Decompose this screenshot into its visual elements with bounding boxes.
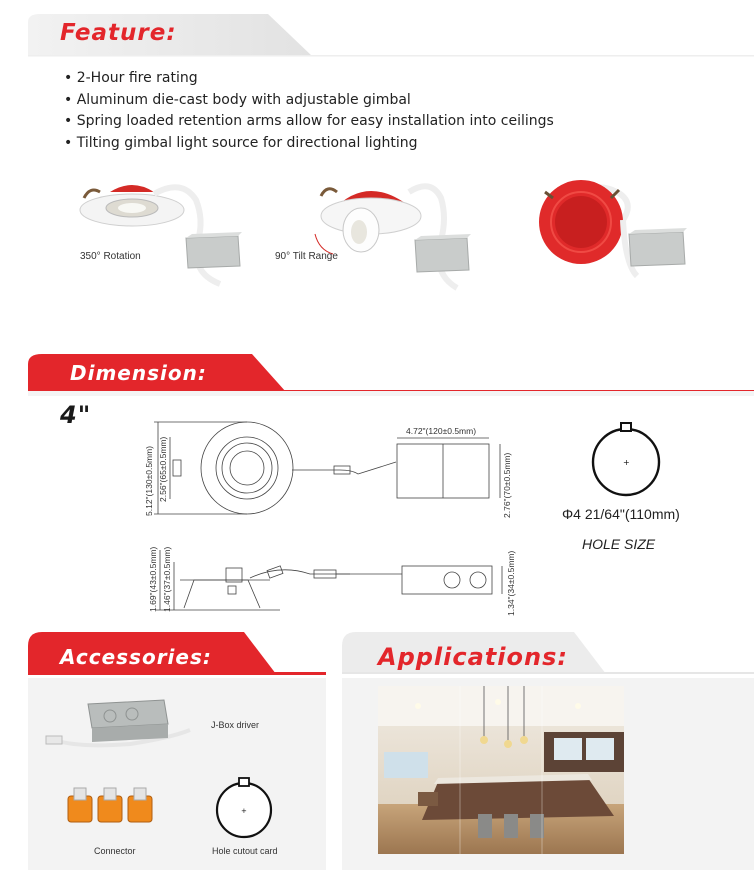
dimension-title: Dimension:: [70, 361, 207, 385]
rotation-caption: 350° Rotation: [80, 251, 141, 262]
hole-card-caption: Hole cutout card: [212, 846, 278, 856]
feature-bullet: • Spring loaded retention arms allow for easy installation into ceilings: [64, 111, 554, 133]
connector-caption: Connector: [94, 846, 136, 856]
hole-size-caption: HOLE SIZE: [582, 536, 656, 552]
svg-text:+: +: [623, 458, 630, 467]
hole-size-value: Φ4 21/64"(110mm): [562, 506, 680, 522]
outer-diameter-label: 5.12"(130±0.5mm): [144, 445, 154, 516]
box-depth-label: 1.34"(34±0.5mm): [506, 550, 516, 616]
feature-bullet: • Aluminum die-cast body with adjustable gimbal: [64, 90, 554, 112]
product-rotation-image: [70, 180, 250, 295]
accessories-title: Accessories:: [60, 645, 212, 669]
side-view-labels: [150, 548, 530, 628]
feature-bullet: • Tilting gimbal light source for directional lighting: [64, 133, 554, 155]
top-view-labels: [130, 420, 530, 540]
box-height-label: 2.76"(70±0.5mm): [502, 452, 512, 518]
size-label: 4": [60, 401, 92, 429]
jbox-driver-image: [40, 696, 210, 754]
hole-size-diagram: [588, 420, 668, 502]
body-height-label: 1.46"(37±0.5mm): [162, 546, 172, 612]
hole-cutout-card-image: [208, 772, 280, 844]
product-back-image: [525, 172, 695, 294]
applications-title: Applications:: [378, 643, 568, 671]
connector-image: [64, 786, 160, 828]
feature-bullet: • 2-Hour fire rating: [64, 68, 554, 90]
jbox-driver-caption: J-Box driver: [211, 720, 260, 730]
inner-diameter-label: 2.56"(65±0.5mm): [158, 436, 168, 502]
kitchen-application-photo: [378, 686, 624, 854]
feature-title: Feature:: [60, 20, 177, 46]
svg-text:+: +: [241, 807, 247, 815]
feature-bullet-list: [64, 68, 554, 154]
box-length-label: 4.72"(120±0.5mm): [406, 426, 477, 436]
product-tilt-image: [305, 178, 485, 296]
tilt-caption: 90° Tilt Range: [275, 251, 338, 262]
total-height-label: 1.69"(43±0.5mm): [148, 546, 158, 612]
